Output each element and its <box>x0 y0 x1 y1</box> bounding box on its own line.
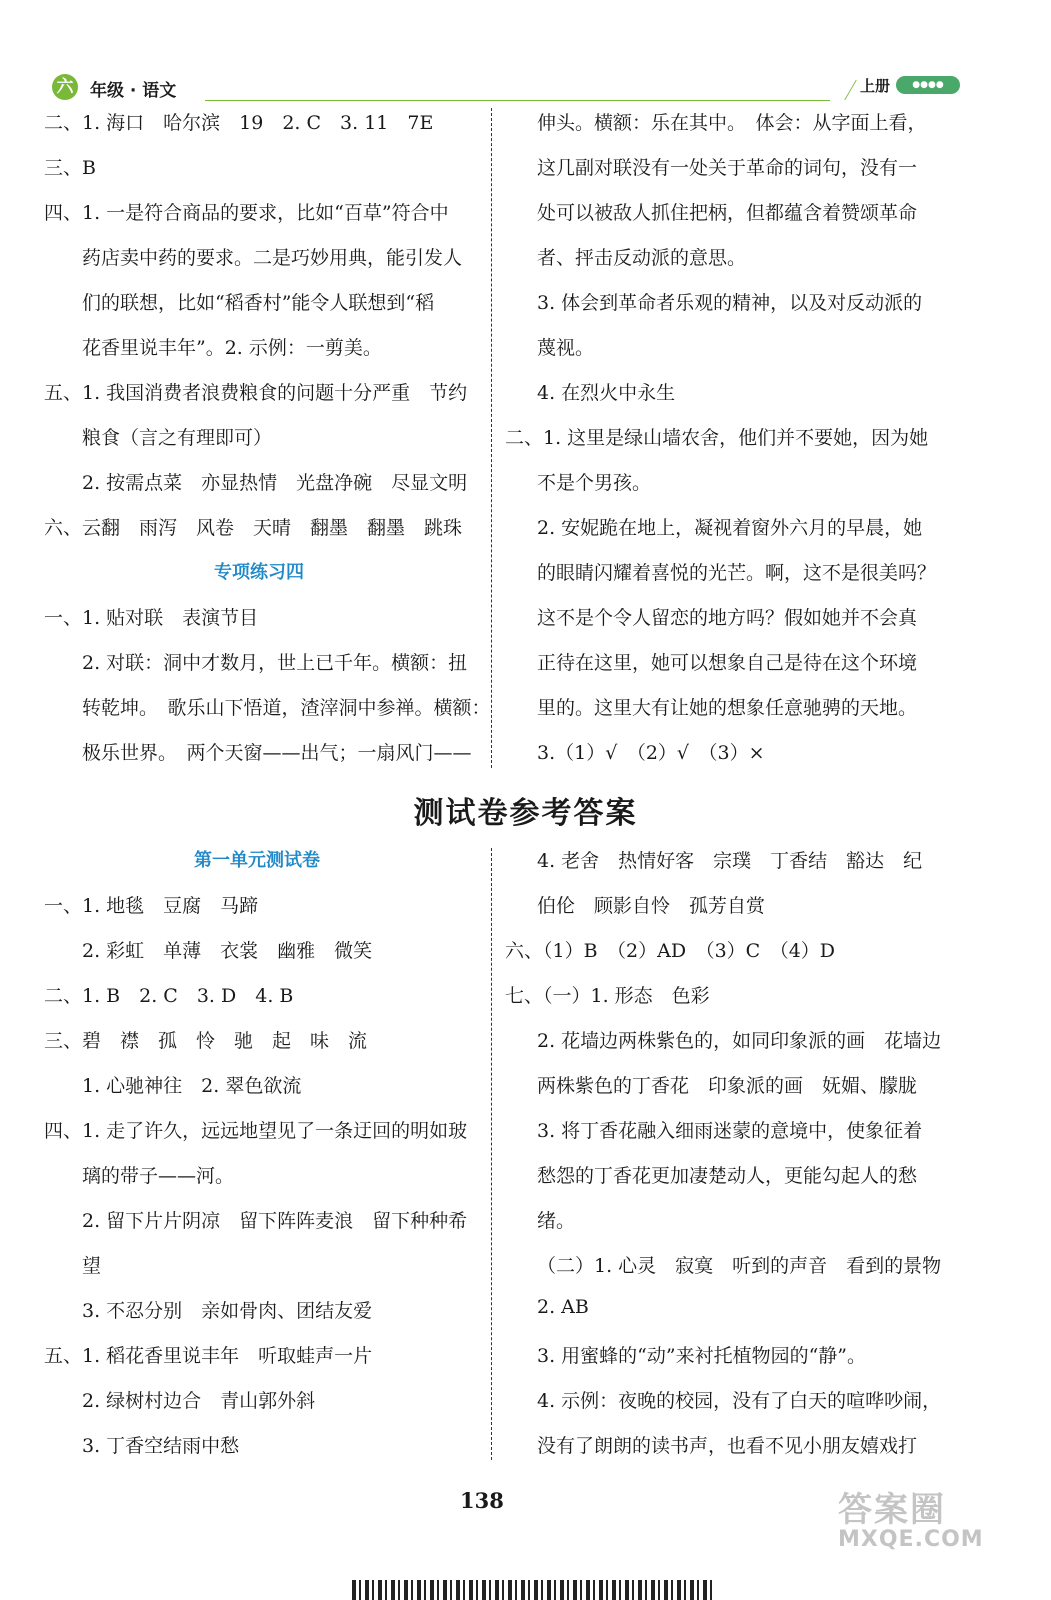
column-divider <box>491 108 492 768</box>
answer-line: 伯伦 顾影自怜 孤芳自赏 <box>537 895 766 917</box>
answer-line: 四、1. 一是符合商品的要求，比如“百草”符合中 <box>44 202 449 224</box>
answer-line: 四、1. 走了许久，远远地望见了一条迂回的明如玻 <box>44 1120 468 1142</box>
answer-line: 两株紫色的丁香花 印象派的画 妩媚、朦胧 <box>537 1075 918 1097</box>
answer-line: 3.（1）√ （2）√ （3）× <box>537 742 765 764</box>
answer-line: 花香里说丰年”。2. 示例：一剪美。 <box>44 337 382 359</box>
page-number: 138 <box>460 1488 504 1513</box>
answer-line: 粮食（言之有理即可） <box>44 427 273 449</box>
answer-line: 蔑视。 <box>537 337 595 359</box>
answer-line: 2. 花墙边两株紫色的，如同印象派的画 花墙边 <box>537 1030 942 1052</box>
answer-line: 者、抨击反动派的意思。 <box>537 247 747 269</box>
section-heading: 第一单元测试卷 <box>194 850 320 871</box>
answer-line: 极乐世界。 两个天窗——出气；一扇风门—— <box>44 742 472 764</box>
answer-line: 处可以被敌人抓住把柄，但都蕴含着赞颂革命 <box>537 202 918 224</box>
watermark-text: 答案圈 <box>838 1490 946 1530</box>
brand-logo: ●●●● <box>896 76 960 94</box>
answer-line: 里的。这里大有让她的想象任意驰骋的天地。 <box>537 697 918 719</box>
answer-line: 2. 按需点菜 亦显热情 光盘净碗 尽显文明 <box>44 472 468 494</box>
watermark-url: MXQE.COM <box>838 1527 984 1552</box>
answer-line: 4. 示例：夜晚的校园，没有了白天的喧哗吵闹， <box>537 1390 942 1412</box>
page-title: 测试卷参考答案 <box>413 796 638 831</box>
answer-line: 正待在这里，她可以想象自己是待在这个环境 <box>537 652 918 674</box>
watermark <box>838 1482 984 1552</box>
answer-line: 的眼睛闪耀着喜悦的光芒。啊，这不是很美吗？ <box>537 562 937 584</box>
answer-line: 3. 将丁香花融入细雨迷蒙的意境中，使象征着 <box>537 1120 923 1142</box>
answer-line: 二、1. 海口 哈尔滨 19 2. C 3. 11 7E <box>44 112 434 134</box>
answer-line: 转乾坤。 歌乐山下悟道，渣滓洞中参禅。横额： <box>44 697 491 719</box>
answer-line: 六、云翻 雨泻 风卷 天晴 翻墨 翻墨 跳珠 <box>44 517 463 539</box>
answer-line: 药店卖中药的要求。二是巧妙用典，能引发人 <box>44 247 463 269</box>
answer-line: 2. 留下片片阴凉 留下阵阵麦浪 留下种种希 <box>44 1210 468 1232</box>
column-divider <box>491 848 492 1460</box>
answer-line: （二）1. 心灵 寂寞 听到的声音 看到的景物 <box>537 1255 942 1277</box>
page-header <box>40 70 944 110</box>
answer-line: 4. 在烈火中永生 <box>537 382 676 404</box>
answer-line: 2. 绿树村边合 青山郭外斜 <box>44 1390 316 1412</box>
answer-line: 一、1. 贴对联 表演节目 <box>44 607 259 629</box>
answer-line: 不是个男孩。 <box>537 472 652 494</box>
header-title: 年级 · 语文 <box>90 81 177 101</box>
answer-line: 3. 体会到革命者乐观的精神，以及对反动派的 <box>537 292 923 314</box>
answer-line: 绪。 <box>537 1210 576 1232</box>
answer-line: 2. 安妮跪在地上，凝视着窗外六月的早晨，她 <box>537 517 923 539</box>
answer-line: 们的联想，比如“稻香村”能令人联想到“稻 <box>44 292 435 314</box>
answer-line: 3. 用蜜蜂的“动”来衬托植物园的“静”。 <box>537 1345 867 1367</box>
header-rule <box>205 100 830 101</box>
answer-line: 3. 不忍分别 亲如骨肉、团结友爱 <box>44 1300 373 1322</box>
answer-line: 2. 对联：洞中才数月，世上已千年。横额：扭 <box>44 652 468 674</box>
answer-line: 望 <box>44 1255 102 1277</box>
answer-line: 4. 老舍 热情好客 宗璞 丁香结 豁达 纪 <box>537 850 923 872</box>
grade-badge: 六 <box>52 74 78 100</box>
answer-line: 2. AB <box>537 1296 589 1318</box>
answer-line: 3. 丁香空结雨中愁 <box>44 1435 240 1457</box>
answer-line: 这几副对联没有一处关于革命的词句，没有一 <box>537 157 918 179</box>
answer-line: 璃的带子——河。 <box>44 1165 235 1187</box>
header-rule-cap <box>824 80 857 100</box>
answer-line: 伸头。横额：乐在其中。 体会：从字面上看， <box>537 112 927 134</box>
answer-line: 愁怨的丁香花更加凄楚动人，更能勾起人的愁 <box>537 1165 918 1187</box>
answer-line: 三、碧 襟 孤 怜 驰 起 味 流 <box>44 1030 368 1052</box>
volume-label: 上册 <box>860 77 891 95</box>
section-heading: 专项练习四 <box>214 562 304 583</box>
answer-line: 二、1. 这里是绿山墙农舍，他们并不要她，因为她 <box>505 427 929 449</box>
answer-line: 三、B <box>44 157 96 179</box>
answer-line: 1. 心驰神往 2. 翠色欲流 <box>44 1075 302 1097</box>
footer-barcode <box>352 1580 712 1600</box>
answer-line: 二、1. B 2. C 3. D 4. B <box>44 985 294 1007</box>
answer-line: 2. 彩虹 单薄 衣裳 幽雅 微笑 <box>44 940 373 962</box>
answer-line: 六、（1）B （2）AD （3）C （4）D <box>505 940 836 962</box>
answer-line: 一、1. 地毯 豆腐 马蹄 <box>44 895 259 917</box>
answer-line: 这不是个令人留恋的地方吗？假如她并不会真 <box>537 607 918 629</box>
answer-line: 没有了朗朗的读书声，也看不见小朋友嬉戏打 <box>537 1435 918 1457</box>
answer-line: 五、1. 稻花香里说丰年 听取蛙声一片 <box>44 1345 373 1367</box>
answer-line: 七、（一）1. 形态 色彩 <box>505 985 710 1007</box>
answer-line: 五、1. 我国消费者浪费粮食的问题十分严重 节约 <box>44 382 468 404</box>
